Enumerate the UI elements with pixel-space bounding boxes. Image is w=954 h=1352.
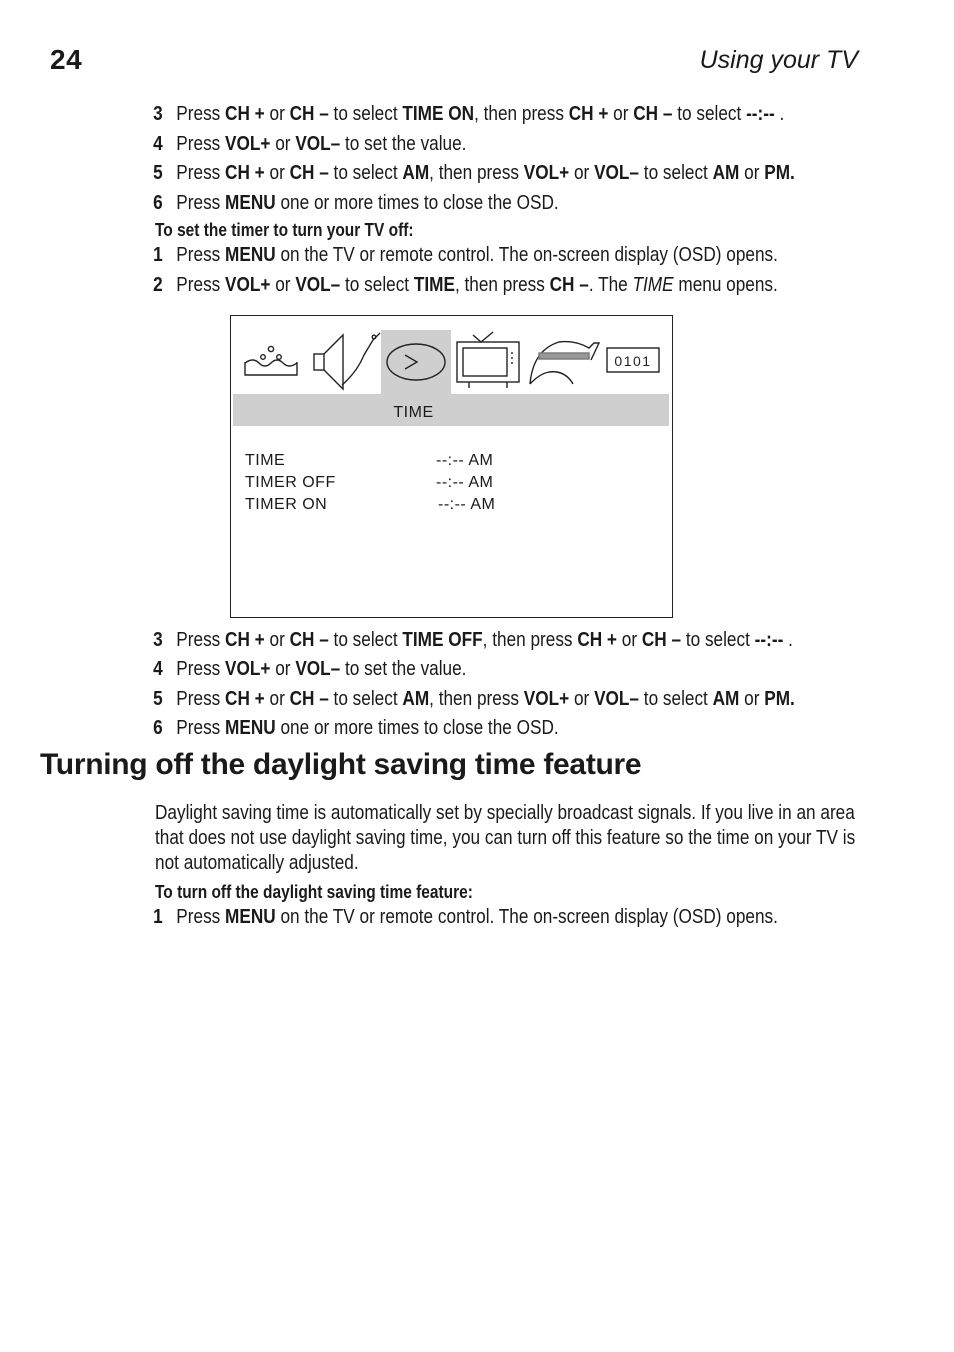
emphasis-bold: CH – xyxy=(289,688,329,710)
emphasis-bold: CH + xyxy=(225,688,265,710)
step-text: Press CH + or CH – to select AM, then press VOL+ or VOL– to select AM or PM. xyxy=(176,162,795,184)
osd-icon-tabs xyxy=(239,330,669,394)
step-text: Press MENU one or more times to close the OSD. xyxy=(176,192,559,214)
osd-time-menu-figure xyxy=(230,315,673,618)
step-number: 3 xyxy=(153,103,163,125)
emphasis-bold: CH + xyxy=(577,629,617,651)
emphasis-bold: CH – xyxy=(549,274,589,296)
emphasis-bold: VOL+ xyxy=(523,162,570,184)
page-number: 24 xyxy=(50,44,83,75)
step-text: Press VOL+ or VOL– to select TIME, then press CH –. The TIME menu opens. xyxy=(176,274,778,296)
step-text: Press MENU on the TV or remote control. The on-screen display (OSD) opens. xyxy=(176,906,778,928)
speaker-audio-icon xyxy=(314,333,380,389)
emphasis-bold: VOL– xyxy=(594,162,640,184)
emphasis-bold: VOL+ xyxy=(225,658,271,680)
emphasis-bold: CH + xyxy=(225,162,265,184)
step-text: Press VOL+ or VOL– to set the value. xyxy=(176,133,467,155)
emphasis-bold: VOL– xyxy=(594,688,640,710)
step-number: 6 xyxy=(153,192,163,214)
emphasis-bold: MENU xyxy=(225,906,276,928)
step-text: Press CH + or CH – to select AM, then press VOL+ or VOL– to select AM or PM. xyxy=(176,688,795,710)
tv-setup-icon xyxy=(457,332,519,388)
emphasis-bold: TIME OFF xyxy=(402,629,483,651)
emphasis-bold: CH – xyxy=(289,629,329,651)
step-number: 3 xyxy=(153,629,163,651)
step-text: Press MENU on the TV or remote control. The on-screen display (OSD) opens. xyxy=(176,244,778,266)
clock-time-icon xyxy=(387,344,445,380)
step-number: 4 xyxy=(153,133,163,155)
step-text: Press VOL+ or VOL– to set the value. xyxy=(176,658,467,680)
section-heading: Turning off the daylight saving time feature xyxy=(40,748,642,781)
emphasis-bold: CH – xyxy=(641,629,682,651)
osd-bar-title: TIME xyxy=(393,404,434,421)
emphasis-bold: PM. xyxy=(764,688,795,710)
emphasis-bold: CH – xyxy=(633,103,673,125)
osd-row-label: TIMER OFF xyxy=(245,474,336,491)
osd-row-value: --:-- AM xyxy=(438,496,496,513)
step-number: 6 xyxy=(153,717,163,739)
step-number: 2 xyxy=(153,274,163,296)
channel-lock-icon xyxy=(530,342,599,384)
subhead-daylight-saving: To turn off the daylight saving time feature: xyxy=(155,882,473,902)
emphasis-bold: VOL– xyxy=(295,274,341,296)
step-number: 5 xyxy=(153,688,163,710)
emphasis-bold: AM xyxy=(712,688,740,710)
emphasis-bold: VOL+ xyxy=(225,274,271,296)
running-head: Using your TV xyxy=(699,46,858,74)
emphasis-bold: CH – xyxy=(289,103,329,125)
code-box-text: 0101 xyxy=(614,353,652,369)
emphasis-bold: MENU xyxy=(225,717,276,739)
emphasis-bold: --:-- xyxy=(754,629,784,651)
emphasis-bold: CH + xyxy=(225,103,265,125)
paragraph-line: Daylight saving time is automatically set by specially broadcast signals. If you live in an area xyxy=(155,802,855,824)
step-text: Press MENU one or more times to close the OSD. xyxy=(176,717,559,739)
subhead-timer-off: To set the timer to turn your TV off: xyxy=(155,220,414,240)
step-number: 4 xyxy=(153,658,163,680)
step-number: 1 xyxy=(153,244,163,266)
osd-row-value: --:-- AM xyxy=(436,452,494,469)
osd-row-value: --:-- AM xyxy=(436,474,494,491)
step-text: Press CH + or CH – to select TIME OFF, then press CH + or CH – to select --:-- . xyxy=(176,629,793,651)
osd-row-label: TIME xyxy=(245,452,286,469)
emphasis-bold: VOL– xyxy=(295,658,341,680)
emphasis-bold: VOL+ xyxy=(523,688,570,710)
code-box-icon xyxy=(607,348,659,372)
step-number: 1 xyxy=(153,906,163,928)
emphasis-bold: MENU xyxy=(225,244,276,266)
step-number: 5 xyxy=(153,162,163,184)
osd-row-label: TIMER ON xyxy=(245,496,328,513)
emphasis-bold: CH – xyxy=(289,162,329,184)
emphasis-bold: CH + xyxy=(568,103,609,125)
paragraph-line: not automatically adjusted. xyxy=(155,852,359,874)
emphasis-bold: --:-- xyxy=(746,103,775,125)
emphasis-bold: VOL+ xyxy=(225,133,271,155)
paragraph-line: that does not use daylight saving time, you can turn off this feature so the time on your TV is xyxy=(155,827,856,849)
emphasis-bold: AM xyxy=(712,162,740,184)
emphasis-bold: TIME xyxy=(413,274,455,296)
emphasis-bold: MENU xyxy=(225,192,276,214)
emphasis-bold: TIME ON xyxy=(402,103,475,125)
emphasis-bold: PM. xyxy=(764,162,795,184)
picture-adjust-icon xyxy=(245,346,297,375)
step-text: Press CH + or CH – to select TIME ON, then press CH + or CH – to select --:-- . xyxy=(176,103,785,125)
emphasis-bold: VOL– xyxy=(295,133,341,155)
emphasis-bold: CH + xyxy=(225,629,265,651)
emphasis-bold: AM xyxy=(402,162,430,184)
emphasis-italic: TIME xyxy=(632,274,674,296)
emphasis-bold: AM xyxy=(402,688,430,710)
